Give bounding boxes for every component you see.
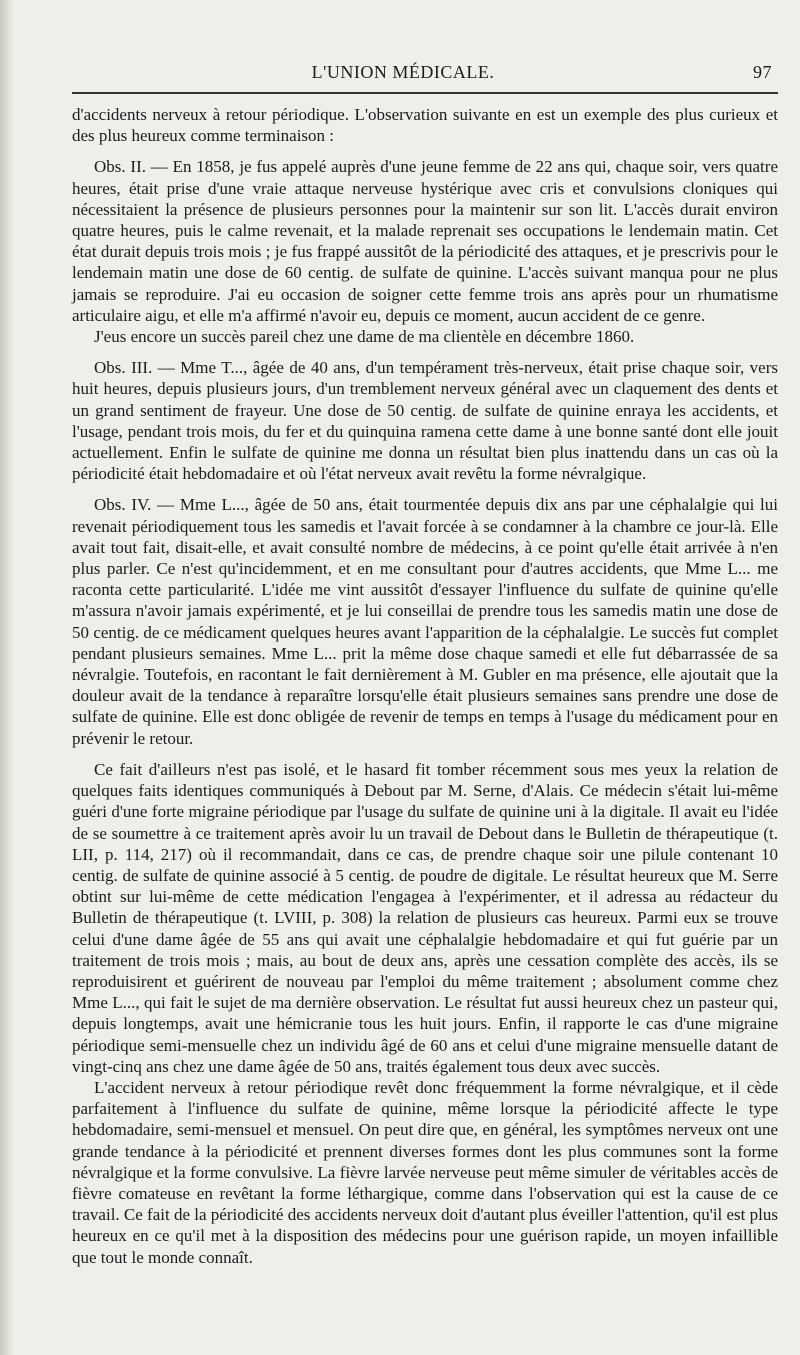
body-text xyxy=(72,104,778,1268)
page-number: 97 xyxy=(753,62,772,82)
paragraph-obs-2: Obs. II. — En 1858, je fus appelé auprès d'une jeune femme de 22 ans qui, chaque soir, vers quatre heures, était prise d'une vraie attaque nerveuse hystérique avec cris et convulsions cloniques qui nécessitaient la présence de plusieurs personnes pour la maintenir sur son lit. L'accès durait environ quatre heures, puis le calme revenait, et la malade reprenait ses occupations le lendemain matin. Cet état durait depuis trois mois ; je fus frappé aussitôt de la périodicité des attaques, et je prescrivis pour le lendemain matin une dose de 60 centig. de sulfate de quinine. L'accès suivant manqua pour ne plus jamais se reproduire. J'ai eu occasion de soigner cette femme trois ans après pour un rhumatisme articulaire aigu, et elle m'a affirmé n'avoir eu, depuis ce moment, aucun accident de ce genre. xyxy=(72,157,778,325)
running-head xyxy=(64,62,778,88)
header-rule xyxy=(72,92,778,94)
journal-title: L'UNION MÉDICALE. xyxy=(311,62,495,82)
paragraph-december-case: J'eus encore un succès pareil chez une dame de ma clientèle en décembre 1860. xyxy=(94,327,635,347)
paragraph-obs-3: Obs. III. — Mme T..., âgée de 40 ans, d'un tempérament très-nerveux, était prise chaque soir, vers huit heures, depuis plusieurs jours, d'un tremblement nerveux général avec un claquement des dents et un grand sentiment de frayeur. Une dose de 50 centig. de sulfate de quinine enraya les accidents, et l'usage, pendant trois mois, du fer et du quinquina ramena cette dame à une bonne santé dont elle jouit actuellement. Enfin le sulfate de quinine me donna un résultat bien plus inattendu dans un cas où la périodicité était hebdomadaire et où l'état nerveux avait revêtu la forme névralgique. xyxy=(72,358,778,484)
paragraph-obs-4: Obs. IV. — Mme L..., âgée de 50 ans, était tourmentée depuis dix ans par une céphalalgie qui lui revenait périodiquement tous les samedis et l'avait forcée à se condamner à la chambre ce jour-là. Elle avait tout fait, disait-elle, et avait consulté nombre de médecins, à ce point qu'elle était arrivée à n'en plus parler. Ce n'est qu'incidemment, et en me consultant pour d'autres accidents, que Mme L... me raconta cette particularité. L'idée me vint aussitôt d'essayer l'influence du sulfate de quinine qu'elle m'assura n'avoir jamais expérimenté, et je lui conseillai de prendre tous les samedis matin une dose de 50 centig. de ce médicament quelques heures avant l'apparition de la céphalalgie. Le succès fut complet pendant plusieurs semaines. Mme L... prit la même dose chaque samedi et elle fut débarrassée de sa névralgie. Toutefois, en racontant le fait dernièrement à M. Gubler en ma présence, elle ajoutait que la douleur avait de la tendance à reparaître lorsqu'elle était plusieurs semaines sans prendre une dose de sulfate de quinine. Elle est donc obligée de revenir de temps en temps à l'usage du médicament pour en prévenir le retour. xyxy=(72,495,778,748)
page-edge-shadow xyxy=(0,0,14,1355)
paragraph-conclusion: L'accident nerveux à retour périodique revêt donc fréquemment la forme névralgique, et il cède parfaitement à l'influence du sulfate de quinine, même lorsque la périodicité affecte le type hebdomadaire, semi-mensuel et mensuel. On peut dire que, en général, les symptômes nerveux ont une grande tendance à la périodicité et prennent diverses formes dont les plus communes sont la forme névralgique et la forme convulsive. La fièvre larvée nerveuse peut même simuler de véritables accès de fièvre comateuse en revêtant la forme léthargique, comme dans l'observation qui est la cause de ce travail. Ce fait de la périodicité des accidents nerveux doit d'autant plus éveiller l'attention, qu'il est plus heureux en ce qu'il met à la disposition des médecins pour une guérison rapide, un moyen infaillible que tout le monde connaît. xyxy=(72,1077,778,1267)
paragraph-serne-cases: Ce fait d'ailleurs n'est pas isolé, et le hasard fit tomber récemment sous mes yeux la relation de quelques faits identiques communiqués à Debout par M. Serne, d'Alais. Ce médecin s'était lui-même guéri d'une forte migraine périodique par l'usage du sulfate de quinine uni à la digitale. Il avait eu l'idée de se soumettre à ce traitement après avoir lu un travail de Debout dans le Bulletin de thérapeutique (t. LII, p. 114, 217) où il recommandait, dans ce cas, de prendre chaque soir une pilule contenant 10 centig. de sulfate de quinine associé à 5 centig. de poudre de digitale. Le résultat heureux que M. Serre obtint sur lui-même de cette médication l'engagea à l'expérimenter, et il adressa au rédacteur du Bulletin de thérapeutique (t. LVIII, p. 308) la relation de plusieurs cas heureux. Parmi eux se trouve celui d'une dame âgée de 55 ans qui avait une céphalalgie hebdomadaire et qui fut guérie par un traitement de trois mois ; mais, au bout de deux ans, après une cessation complète des accès, ils se reproduisirent et guérirent de nouveau par l'emploi du même traitement ; absolument comme chez Mme L..., qui fait le sujet de ma dernière observation. Le résultat fut aussi heureux chez un pasteur qui, depuis longtemps, avait une hémicranie tous les huit jours. Enfin, il rapporte le cas d'une migraine périodique semi-mensuelle chez un individu âgé de 60 ans et celui d'une migraine mensuelle datant de vingt-cinq ans chez une dame âgée de 50 ans, traités également tous deux avec succès. xyxy=(72,759,778,1076)
paragraph-intro: d'accidents nerveux à retour périodique. L'observation suivante en est un exemple des plus curieux et des plus heureux comme terminaison : xyxy=(72,105,778,146)
